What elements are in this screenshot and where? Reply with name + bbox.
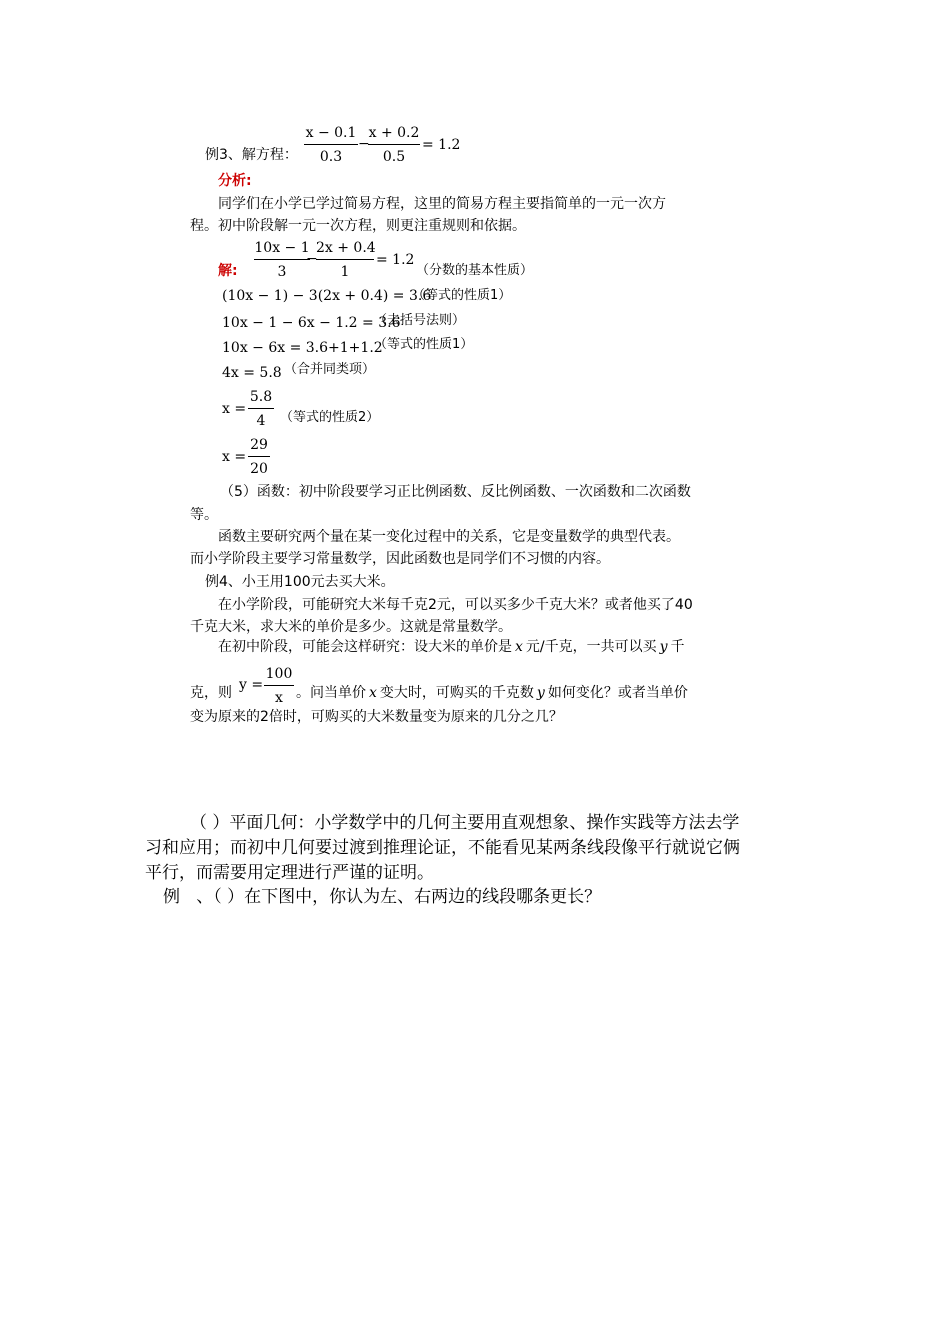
variable-x: x [369,685,377,701]
fraction-numerator: 29 [250,437,268,453]
fraction-bar [316,259,374,260]
fraction-numerator: 10x − 1 [254,240,310,256]
text-segment: 在初中阶段，可能会这样研究：设大米的单价是 [218,639,512,655]
step0-fraction-1 [254,241,310,279]
step4-note: （合并同类项） [284,362,376,377]
step5-fraction [248,390,274,428]
text-segment: 变大时，可购买的千克数 [379,685,534,701]
geometry-line-1: （ ）平面几何：小学数学中的几何主要用直观想象、操作实践等方法去学 [190,813,740,833]
analysis-line-1: 同学们在小学已学过简易方程，这里的简易方程主要指简单的一元一次方 [218,196,666,212]
fraction-bar [248,456,270,457]
example4-line-5: 变为原来的2倍时，可购买的大米数量变为原来的几分之几？ [190,709,563,725]
fraction-denominator: 4 [256,413,266,429]
step6-fraction [248,438,270,476]
geometry-line-2: 习和应用；而初中几何要过渡到推理论证，不能看见某两条线段像平行就说它俩 [145,838,740,858]
example3-label: 例3、解方程： [205,147,298,163]
variable-y: y [659,639,668,655]
text-segment: 如何变化？或者当单价 [547,685,688,701]
functions-line-1: （5）函数：初中阶段要学习正比例函数、反比例函数、一次函数和二次函数 [220,484,691,500]
example4-line-4-end [296,686,688,700]
step5-lhs: x = [222,401,247,417]
fraction-bar [264,685,294,686]
step1-note: （等式的性质1） [412,288,512,303]
solution-heading: 解: [218,263,238,279]
step3-note: （等式的性质1） [374,337,474,352]
example3-fraction-1 [304,126,358,164]
fraction-denominator: 20 [250,461,268,477]
text-segment: 元/千克，一共可以买 [525,639,657,655]
example4-line-3 [218,640,685,654]
example3-fraction-2 [368,126,420,164]
analysis-line-2: 程。初中阶段解一元一次方程，则更注重规则和依据。 [190,218,526,234]
step2-note: （去括号法则） [374,313,466,328]
fraction-bar [254,259,310,260]
fraction-numerator: 2x + 0.4 [316,240,376,256]
step6-lhs: x = [222,449,247,465]
example4-title: 例4、小王用100元去买大米。 [205,574,395,590]
step4-expression: 4x = 5.8 [222,365,282,381]
step2-expression: 10x − 1 − 6x − 1.2 = 3.6 [222,315,401,331]
step0-fraction-2 [316,241,374,279]
geometry-example: 例 、（ ）在下图中，你认为左、右两边的线段哪条更长？ [163,887,602,907]
example4-line-4-start: 克，则 [190,685,232,701]
geometry-line-3: 平行，而需要用定理进行严谨的证明。 [145,863,434,883]
step0-note: （分数的基本性质） [416,263,534,278]
minus-sign: − [358,136,370,152]
fraction-bar [248,408,274,409]
fraction-numerator: x − 0.1 [305,125,357,141]
fraction-denominator: 3 [277,264,287,280]
example4-line-1: 在小学阶段，可能研究大米每千克2元，可以买多少千克大米？或者他买了40 [218,597,693,613]
fraction-numerator: 5.8 [249,389,273,405]
text-segment: 千 [670,639,685,655]
formula-fraction [264,667,294,705]
step0-rhs: = 1.2 [376,252,415,268]
fraction-denominator: 0.5 [382,149,406,165]
analysis-heading: 分析: [218,173,252,189]
text-segment: 。问当单价 [296,685,366,701]
variable-y: y [536,685,545,701]
example3-rhs: = 1.2 [422,137,461,153]
fraction-numerator: x + 0.2 [368,125,420,141]
functions-line-2: 等。 [190,507,218,523]
step5-note: （等式的性质2） [280,410,380,425]
minus-sign: − [306,251,318,267]
step3-expression: 10x − 6x = 3.6+1+1.2 [222,340,383,356]
step1-expression: (10x − 1) − 3(2x + 0.4) = 3.6 [222,288,432,304]
fraction-denominator: x [275,690,283,706]
fraction-denominator: 0.3 [319,149,343,165]
example4-line-2: 千克大米，求大米的单价是多少。这就是常量数学。 [190,619,512,635]
fraction-numerator: 100 [265,666,293,682]
functions-line-4: 而小学阶段主要学习常量数学，因此函数也是同学们不习惯的内容。 [190,551,610,567]
variable-x: x [515,639,523,655]
functions-line-3: 函数主要研究两个量在某一变化过程中的关系，它是变量数学的典型代表。 [218,529,680,545]
formula-lhs: y = [239,677,264,693]
fraction-bar [304,144,358,145]
fraction-bar [368,144,420,145]
fraction-denominator: 1 [340,264,350,280]
